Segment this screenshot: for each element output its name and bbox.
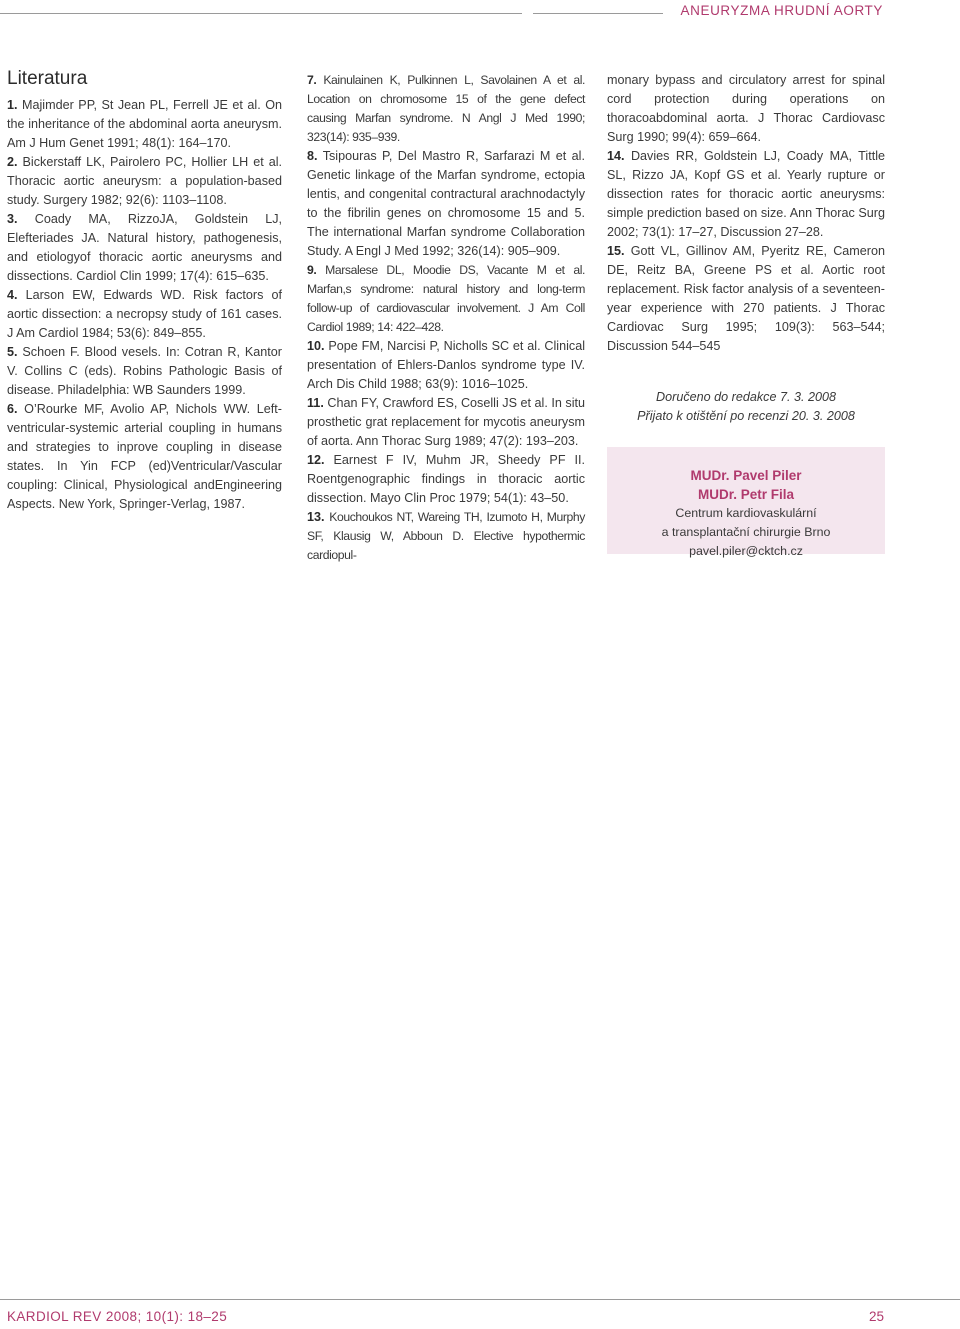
author-email[interactable]: pavel.piler@cktch.cz [689, 544, 803, 558]
page-number: 25 [868, 1309, 884, 1324]
footer-rule [0, 1299, 960, 1300]
author-name: MUDr. Petr Fila [697, 487, 795, 502]
reference-item: 12. Earnest F IV, Muhm JR, Sheedy PF II. Roentgenographic findings in thoracic aortic dissection. Mayo Clin Proc 1979; 54(1): 43–50. [307, 453, 585, 505]
footer-journal-citation: KARDIOL REV 2008; 10(1): 18–25 [7, 1309, 228, 1324]
header-rule-left [0, 13, 522, 14]
reference-item: 13. Kouchoukos NT, Wareing TH, Izumoto H, Murphy SF, Klausig W, Abboun D. Elective hypothermic cardiopul- [307, 510, 585, 562]
reference-item: 2. Bickerstaff LK, Pairolero PC, Hollier LH et al. Thoracic aortic aneurysm: a population-based study. Surgery 1982; 92(6): 1103–1108. [7, 155, 283, 207]
references-column-2 [307, 71, 585, 565]
reference-item: 4. Larson EW, Edwards WD. Risk factors of aortic dissection: a necropsy study of 161 cases. J Am Cardiol 1984; 53(6): 849–855. [7, 288, 282, 340]
author-name: MUDr. Pavel Piler [690, 468, 802, 483]
reference-item: 8. Tsipouras P, Del Mastro R, Sarfarazi M et al. Genetic linkage of the Marfan syndrome, ectopia lentis, and congenital contractural arachnodactyly to the fibrilin genes on chromosome 15 and 5. The international Marfan syndrome Collaboration Study. A Engl J Med 1992; 326(14): 905–909. [307, 149, 585, 258]
reference-item: 3. Coady MA, RizzoJA, Goldstein LJ, Elefteriades JA. Natural history, pathogenesis, and etiologyof thoracic aortic aneurysms and dissections. Cardiol Clin 1999; 17(4): 615–635. [7, 212, 282, 283]
reference-item: 7. Kainulainen K, Pulkinnen L, Savolainen A et al. Location on chromosome 15 of the gene defect causing Marfan syndrome. N Angl J Med 1990; 323(14): 935–939. [307, 73, 585, 144]
author-contact-box [607, 447, 885, 558]
section-heading: Literatura [7, 68, 88, 89]
header-rule-right [533, 13, 663, 14]
reference-item: 14. Davies RR, Goldstein LJ, Coady MA, Tittle SL, Rizzo JA, Kopf GS et al. Yearly rupture or dissection rates for thoracic aortic aneurysms: simple prediction based on size. Ann Thorac Surg 2002; 73(1): 17–27, Discussion 27–28. [607, 149, 885, 239]
reference-continuation: monary bypass and circulatory arrest for spinal cord protection during operations on thoracoabdominal aorta. J Thorac Cardiovasc Surg 1990; 99(4): 659–664. [607, 73, 885, 144]
references-column-3 [607, 71, 885, 558]
reference-item: 6. O’Rourke MF, Avolio AP, Nichols WW. Left-ventricular-systemic arterial coupling in humans and strategies to inprove coupling in disease states. In Yin FCP (ed)Ventricular/Vascular coupling: Clinical, Physiological andEngineering Aspects. New York, Springer-Verlag, 1987. [7, 402, 282, 511]
references-column-1 [7, 66, 282, 514]
reference-item: 15. Gott VL, Gillinov AM, Pyeritz RE, Cameron DE, Reitz BA, Greene PS et al. Aortic root replacement. Risk factor analysis of a seventeen-year experience with 270 patients. J Thorac Cardiovac Surg 1995; 109(3): 563–544; Discussion 544–545 [607, 244, 885, 353]
reference-item: 11. Chan FY, Crawford ES, Coselli JS et al. In situ prosthetic grat replacement for mycotis aneurysm of aorta. Ann Thorac Surg 1989; 47(2): 193–203. [307, 396, 586, 448]
accepted-date: Přijato k otištění po recenzi 20. 3. 2008 [637, 409, 855, 423]
reference-item: 10. Pope FM, Narcisi P, Nicholls SC et al. Clinical presentation of Ehlers-Danlos syndrome type IV. Arch Dis Child 1988; 63(9): 1016–1025. [307, 339, 586, 391]
author-institution: a transplantační chirurgie Brno [661, 525, 831, 539]
reference-item: 9. Marsalese DL, Moodie DS, Vacante M et al. Marfan,s syndrome: natural history and long-term follow-up of cardiovascular involvement. J Am Coll Cardiol 1989; 14: 422–428. [307, 263, 585, 334]
reference-item: 5. Schoen F. Blood vesels. In: Cotran R, Kantor V. Collins C (eds). Robins Pathologic Basis of disease. Philadelphia: WB Saunders 1999. [7, 345, 282, 397]
received-date: Doručeno do redakce 7. 3. 2008 [656, 390, 836, 404]
received-dates [607, 388, 885, 426]
running-header-title: ANEURYZMA HRUDNÍ AORTY [680, 3, 883, 18]
author-institution: Centrum kardiovaskulární [675, 506, 817, 520]
reference-item: 1. Majimder PP, St Jean PL, Ferrell JE et al. On the inheritance of the abdominal aorta aneurysm. Am J Hum Genet 1991; 48(1): 164–170. [7, 98, 283, 150]
